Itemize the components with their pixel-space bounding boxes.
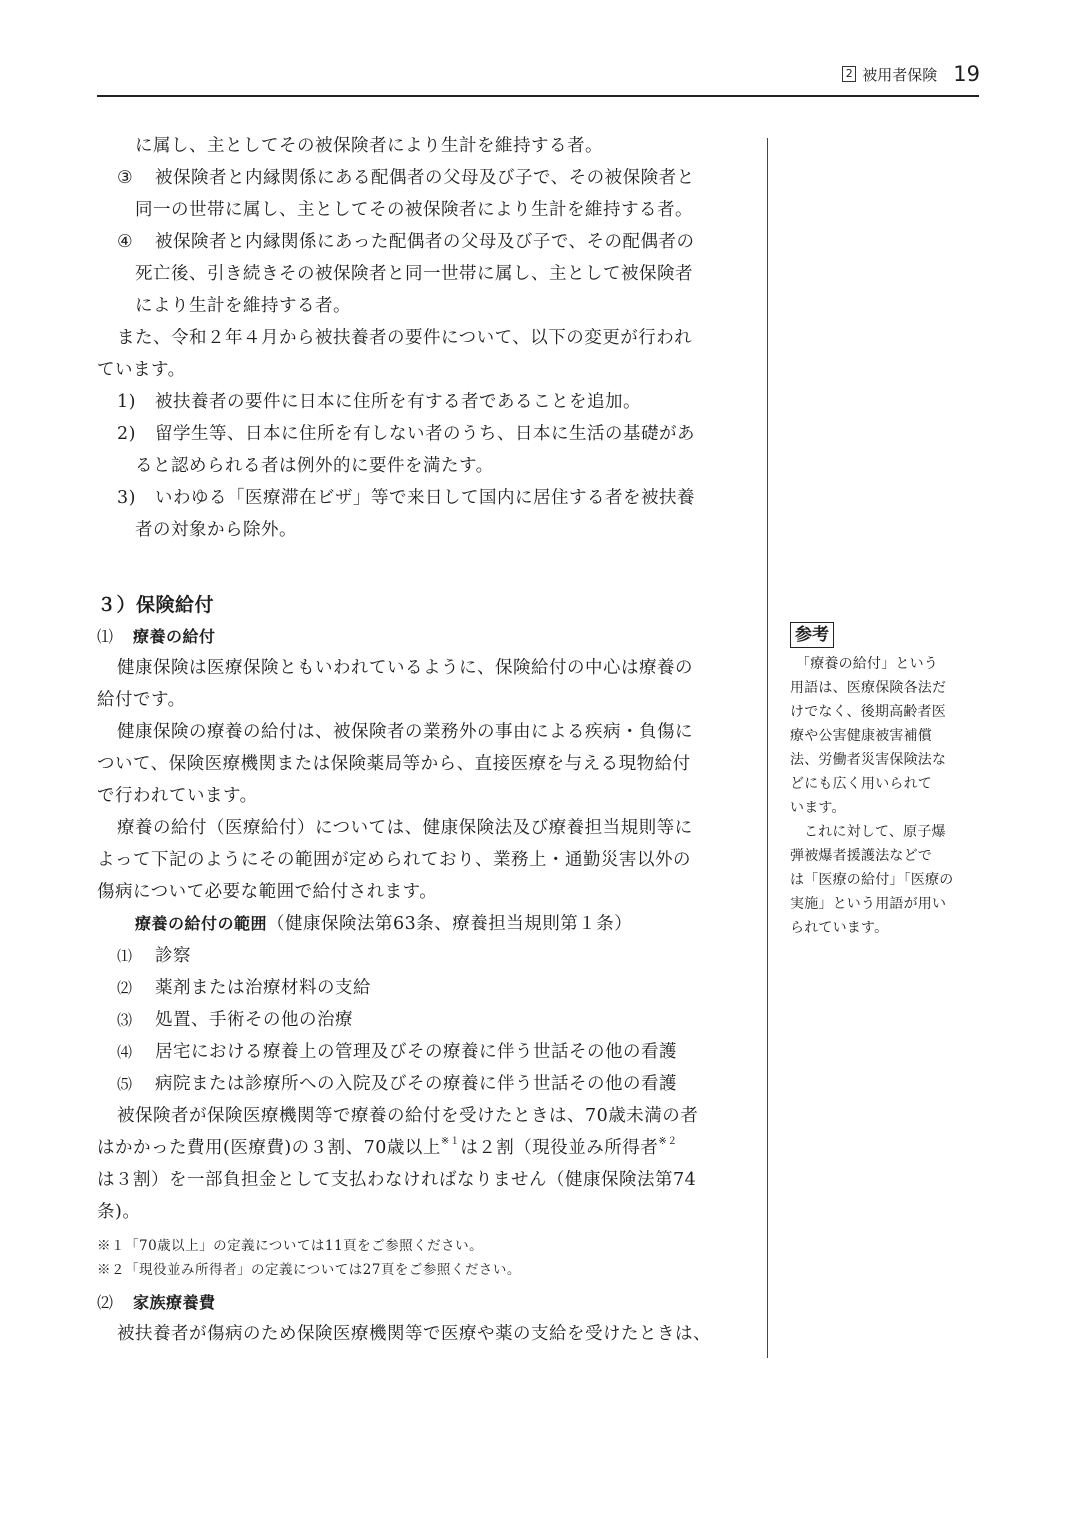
item-number: ⑴	[117, 947, 133, 965]
paragraph-line: で行われています。	[97, 786, 258, 806]
paragraph-line: 条)。	[97, 1202, 141, 1222]
page-number: 19	[953, 62, 980, 86]
paragraph-line: 給付です。	[97, 690, 186, 710]
sidebar-line: 用語は、医療保険各法だ	[790, 680, 947, 696]
text-line: ると認められる者は例外的に要件を満たす。	[135, 456, 494, 476]
header-rule	[97, 95, 979, 97]
list-item	[97, 1004, 737, 1036]
text-span: はかかった費用(医療費)の３割、70歳以上	[97, 1138, 441, 1158]
item-number: ⑷	[117, 1043, 133, 1061]
list-item-3	[97, 162, 737, 194]
chapter-title: 被用者保険	[862, 65, 938, 84]
change-item-1	[97, 386, 737, 418]
running-header	[830, 60, 980, 88]
text-line: により生計を維持する者。	[135, 296, 351, 316]
item-text: 留学生等、日本に住所を有しない者のうち、日本に生活の基礎があ	[155, 424, 695, 444]
item-number: 1)	[117, 392, 136, 412]
subsection-title: 療養の給付	[133, 627, 216, 646]
item-text: 居宅における療養上の管理及びその療養に伴う世話その他の看護	[155, 1042, 677, 1062]
sidebar-line: は「医療の給付」「医療の	[790, 872, 954, 888]
item-number: ⑸	[117, 1075, 133, 1093]
paragraph-line: よって下記のようにその範囲が定められており、業務上・通勤災害以外の	[97, 850, 691, 870]
list-item-4	[97, 226, 737, 258]
sidebar-line: 療や公害健康被害補償	[790, 728, 932, 744]
text-line: 死亡後、引き続きその被保険者と同一世帯に属し、主として被保険者	[135, 264, 693, 284]
margin-divider-rule	[767, 138, 768, 1358]
paragraph-line: ています。	[97, 360, 186, 380]
subsection-title: 家族療養費	[133, 1293, 216, 1312]
paragraph-line: 健康保険の療養の給付は、被保険者の業務外の事由による疾病・負傷に	[117, 722, 693, 742]
list-item	[97, 940, 737, 972]
item-text: 薬剤または治療材料の支給	[155, 978, 371, 998]
sidebar-line: けでなく、後期高齢者医	[790, 704, 946, 720]
list-item	[97, 1036, 737, 1068]
sidebar-line: 実施」という用語が用い	[790, 896, 947, 912]
sidebar-line: 弾被爆者援護法などで	[790, 848, 932, 864]
text-line: に属し、主としてその被保険者により生計を維持する者。	[135, 136, 603, 156]
item-text: いわゆる「医療滞在ビザ」等で来日して国内に居住する者を被扶養	[155, 488, 695, 508]
text-line: 者の対象から除外。	[135, 520, 297, 540]
item-text: 病院または診療所への入院及びその療養に伴う世話その他の看護	[155, 1074, 677, 1094]
sidebar-line: られています。	[790, 920, 889, 936]
paragraph-line: 被扶養者が傷病のため保険医療機関等で医療や薬の支給を受けたときは、	[117, 1324, 711, 1344]
scope-heading	[97, 908, 737, 940]
item-number: ⑵	[117, 979, 133, 997]
change-item-2	[97, 418, 737, 450]
sidebar-line: これに対して、原子爆	[804, 824, 946, 840]
paragraph-line: は３割）を一部負担金として支払わなければなりません（健康保険法第74	[97, 1170, 697, 1190]
list-item	[97, 1068, 737, 1100]
reference-label: 参考	[790, 622, 834, 648]
section-heading: ３）保険給付	[97, 594, 215, 616]
paragraph-line: また、令和２年４月から被扶養者の要件について、以下の変更が行われ	[117, 328, 693, 348]
paragraph-line: ついて、保険医療機関または保険薬局等から、直接医療を与える現物給付	[97, 754, 691, 774]
paragraph-line: 健康保険は医療保険ともいわれているように、保険給付の中心は療養の	[117, 658, 693, 678]
paragraph-line	[97, 1132, 737, 1164]
change-item-3	[97, 482, 737, 514]
text-span: は２割（現役並み所得者	[460, 1138, 659, 1158]
footnote-ref-2: ※２	[658, 1136, 678, 1147]
item-number: ④	[117, 232, 134, 252]
scope-reference: （健康保険法第63条、療養担当規則第１条）	[267, 914, 633, 934]
scope-title: 療養の給付の範囲	[135, 914, 268, 933]
subsection-number: ⑵	[97, 1293, 114, 1312]
paragraph-line: 傷病について必要な範囲で給付されます。	[97, 882, 438, 902]
item-number: 3)	[117, 488, 136, 508]
footnote-ref-1: ※１	[440, 1136, 461, 1147]
sidebar-note	[790, 622, 985, 940]
subsection-heading-1	[97, 622, 737, 652]
sidebar-line: います。	[790, 800, 846, 816]
item-text: 診察	[155, 946, 191, 966]
chapter-number-box: 2	[842, 66, 856, 82]
footnote-2: ※２「現役並み所得者」の定義については27頁をご参照ください。	[97, 1262, 521, 1278]
scope-list	[97, 940, 737, 1100]
sidebar-line: どにも広く用いられて	[790, 776, 932, 792]
item-text: 被保険者と内縁関係にあった配偶者の父母及び子で、その配偶者の	[155, 232, 695, 252]
item-text: 被保険者と内縁関係にある配偶者の父母及び子で、その被保険者と	[155, 168, 695, 188]
sidebar-line: 「療養の給付」という	[796, 656, 938, 672]
subsection-number: ⑴	[97, 627, 114, 646]
footnote-1: ※１「70歳以上」の定義については11頁をご参照ください。	[97, 1238, 484, 1254]
item-number: ③	[117, 168, 134, 188]
main-column	[97, 130, 737, 1350]
text-line: 同一の世帯に属し、主としてその被保険者により生計を維持する者。	[135, 200, 693, 220]
item-text: 処置、手術その他の治療	[155, 1010, 353, 1030]
paragraph-line: 被保険者が保険医療機関等で療養の給付を受けたときは、70歳未満の者	[117, 1106, 699, 1126]
item-number: 2)	[117, 424, 136, 444]
sidebar-line: 法、労働者災害保険法な	[790, 752, 947, 768]
paragraph-line: 療養の給付（医療給付）については、健康保険法及び療養担当規則等に	[117, 818, 693, 838]
item-number: ⑶	[117, 1011, 133, 1029]
list-item	[97, 972, 737, 1004]
subsection-heading-2	[97, 1288, 737, 1318]
item-text: 被扶養者の要件に日本に住所を有する者であることを追加。	[155, 392, 641, 412]
